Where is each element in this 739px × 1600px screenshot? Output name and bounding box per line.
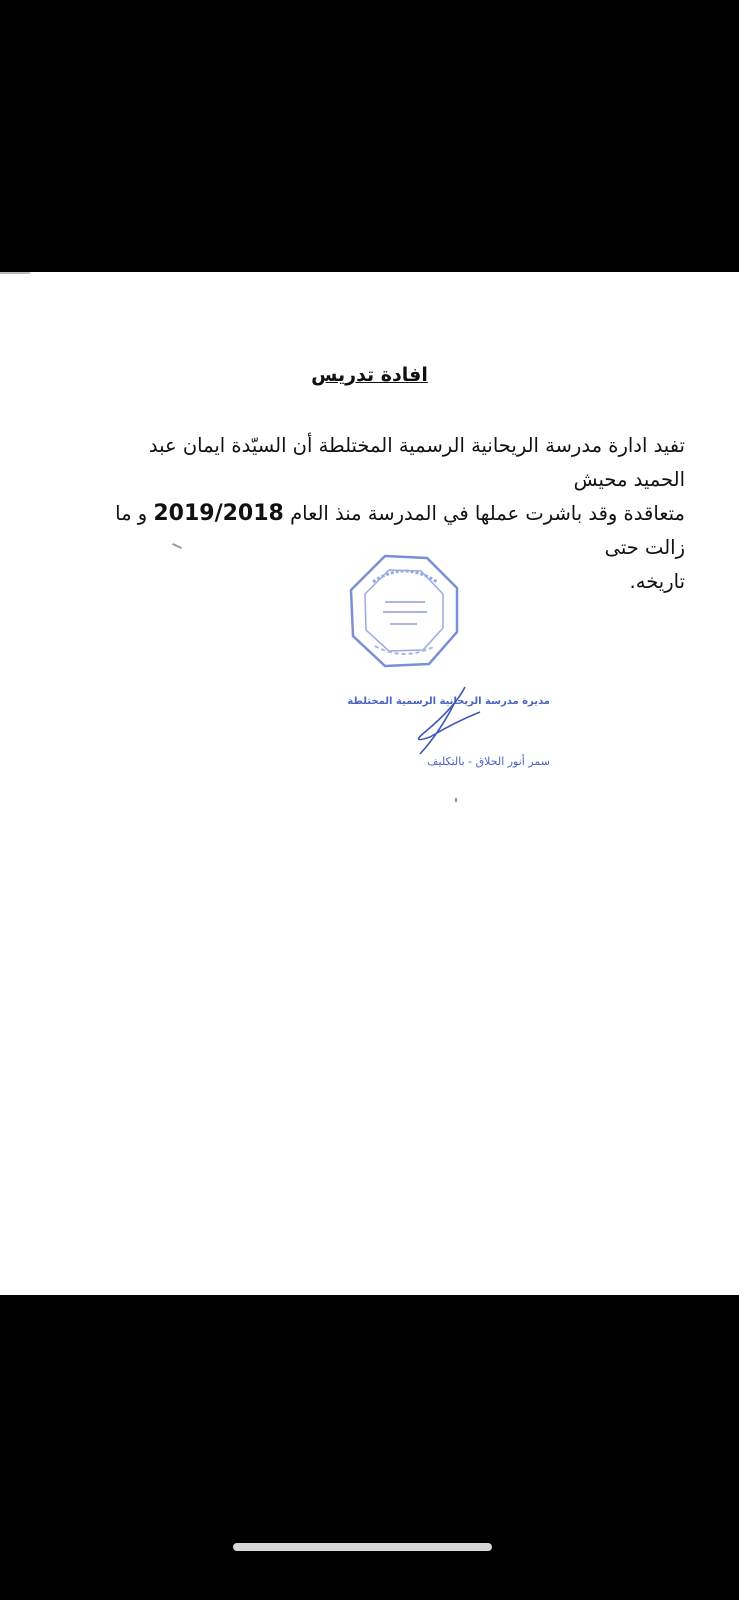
page-edge bbox=[0, 272, 30, 274]
school-stamp bbox=[345, 552, 463, 670]
signature bbox=[395, 682, 485, 757]
line2-start: متعاقدة وقد باشرت عملها في المدرسة منذ العام bbox=[290, 502, 685, 525]
scan-speck bbox=[455, 798, 457, 802]
document-title: افادة تدريس bbox=[311, 364, 428, 386]
document-page bbox=[0, 272, 739, 1295]
body-line-3: تاريخه. bbox=[629, 570, 685, 593]
signatory-title: مديرة مدرسة الريحانية الرسمية المختلطة bbox=[347, 696, 550, 707]
signatory-name: سمر أنور الحلاق - بالتكليف bbox=[427, 755, 550, 768]
body-line-1: تفيد ادارة مدرسة الريحانية الرسمية المختلطة أن السيّدة ايمان عبد الحميد محيش bbox=[148, 434, 685, 491]
year: 2019/2018 bbox=[153, 501, 284, 526]
home-indicator[interactable] bbox=[233, 1543, 492, 1551]
line2-end: و ما زالت حتى bbox=[115, 502, 685, 559]
